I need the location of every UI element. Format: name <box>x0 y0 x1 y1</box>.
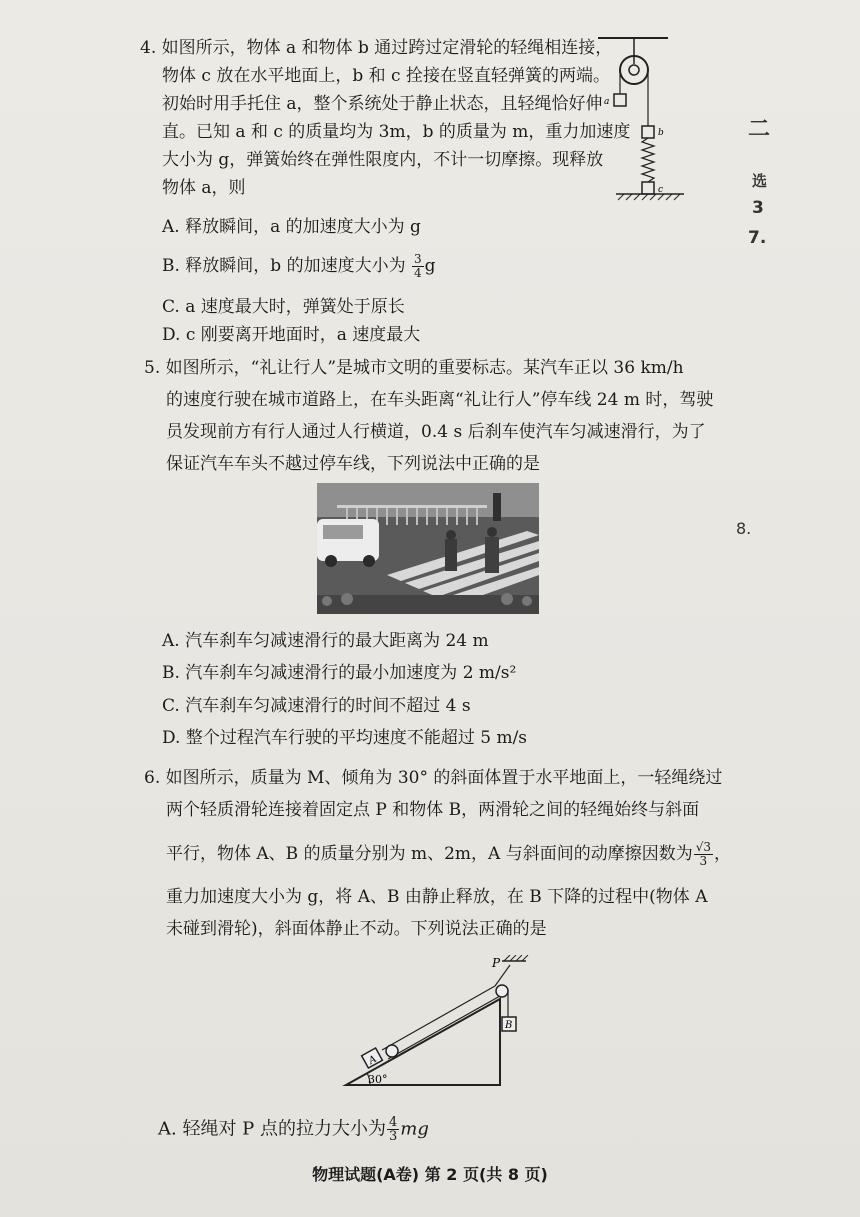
q6-option-a-text: A. 轻绳对 P 点的拉力大小为 <box>158 1118 386 1140</box>
question-6-stem <box>144 762 722 826</box>
q4-line: 物体 a，则 <box>162 178 246 198</box>
fraction-numerator: √3 <box>695 840 711 854</box>
q6-line-3 <box>166 838 731 870</box>
ceiling-hatch-icon <box>504 955 528 961</box>
side-number: 3 <box>752 198 764 218</box>
fraction <box>387 1116 399 1143</box>
q6-line-end: ， <box>714 844 731 864</box>
side-question-8: 8. <box>736 519 752 538</box>
adjacent-page-strip <box>720 30 860 290</box>
fraction-numerator: 4 <box>389 1115 398 1130</box>
q6-line: 两个轻质滑轮连接着固定点 P 和物体 B，两滑轮之间的轻绳始终与斜面 <box>166 800 700 820</box>
label-c: c <box>658 185 664 195</box>
label-B: B <box>505 1020 513 1031</box>
label-a: a <box>604 97 610 107</box>
q4-option-c: C. a 速度最大时，弹簧处于原长 <box>162 297 405 317</box>
spring-icon <box>642 138 654 182</box>
fraction-denominator: 3 <box>389 1129 398 1144</box>
fraction-denominator: 3 <box>699 854 708 868</box>
fraction <box>694 841 713 868</box>
q5-option-a: A. 汽车刹车匀减速滑行的最大距离为 24 m <box>162 631 489 651</box>
label-A: A <box>367 1053 379 1067</box>
fraction-numerator: 3 <box>414 252 422 266</box>
fraction-denominator: 4 <box>414 266 422 280</box>
block-a <box>614 94 626 106</box>
crosswalk-photo <box>317 483 539 614</box>
ground-hatch-icon <box>618 194 680 200</box>
label-P: P <box>492 956 501 970</box>
side-question-7: 7. <box>748 228 767 248</box>
q5-line: 5. 如图所示，“礼让行人”是城市文明的重要标志。某汽车正以 36 km/h <box>144 358 684 378</box>
q5-option-d: D. 整个过程汽车行驶的平均速度不能超过 5 m/s <box>162 728 528 748</box>
q6-option-a-unit: mg <box>400 1118 429 1140</box>
q4-line: 大小为 g，弹簧始终在弹性限度内，不计一切摩擦。现释放 <box>162 150 604 170</box>
question-5-stem <box>144 352 713 480</box>
block-c <box>642 182 654 194</box>
pulley-icon <box>496 985 508 997</box>
q4-option-b-text: B. 释放瞬间，b 的加速度大小为 <box>162 256 406 276</box>
q4-option-d: D. c 刚要离开地面时，a 速度最大 <box>162 325 421 345</box>
q4-option-a: A. 释放瞬间，a 的加速度大小为 g <box>162 217 421 237</box>
q5-option-b: B. 汽车刹车匀减速滑行的最小加速度为 2 m/s² <box>162 663 517 683</box>
crosswalk-scene-icon <box>317 483 539 614</box>
question-6-stem-cont <box>166 881 707 945</box>
q6-option-a <box>158 1116 429 1143</box>
q5-line: 保证汽车车头不越过停车线，下列说法中正确的是 <box>166 454 540 474</box>
page-footer: 物理试题(A卷) 第 2 页(共 8 页) <box>312 1165 548 1184</box>
section-two-heading: 二 <box>748 117 771 142</box>
q4-line: 物体 c 放在水平地面上，b 和 c 拴接在竖直轻弹簧的两端。 <box>162 66 610 86</box>
q5-line: 员发现前方有行人通过人行横道，0.4 s 后刹车使汽车匀减速滑行，为了 <box>166 422 706 442</box>
pulley-spring-figure <box>596 34 696 214</box>
label-b: b <box>658 128 664 138</box>
incline-figure <box>340 955 540 1090</box>
q6-line: 6. 如图所示，质量为 M、倾角为 30° 的斜面体置于水平地面上，一轻绳绕过 <box>144 768 723 788</box>
q4-line: 4. 如图所示，物体 a 和物体 b 通过跨过定滑轮的轻绳相连接， <box>140 38 613 58</box>
q4-option-b <box>162 253 436 280</box>
pulley-icon <box>386 1045 398 1057</box>
question-4-stem <box>140 34 630 202</box>
q5-option-c: C. 汽车刹车匀减速滑行的时间不超过 4 s <box>162 696 471 716</box>
q5-line: 的速度行驶在城市道路上，在车头距离“礼让行人”停车线 24 m 时，驾驶 <box>166 390 714 410</box>
q6-line: 未碰到滑轮)，斜面体静止不动。下列说法正确的是 <box>166 919 547 939</box>
q4-line: 直。已知 a 和 c 的质量均为 3m，b 的质量为 m，重力加速度 <box>162 122 631 142</box>
angle-label: 30° <box>368 1073 388 1086</box>
q6-line: 平行，物体 A、B 的质量分别为 m、2m，A 与斜面间的动摩擦因数为 <box>166 844 693 864</box>
fraction <box>412 253 424 280</box>
block-b <box>642 126 654 138</box>
side-text: 选 <box>752 172 768 190</box>
q6-line: 重力加速度大小为 g，将 A、B 由静止释放，在 B 下降的过程中(物体 A <box>166 887 708 907</box>
q4-line: 初始时用手托住 a，整个系统处于静止状态，且轻绳恰好伸 <box>162 94 603 114</box>
q4-option-b-unit: g <box>424 256 436 276</box>
